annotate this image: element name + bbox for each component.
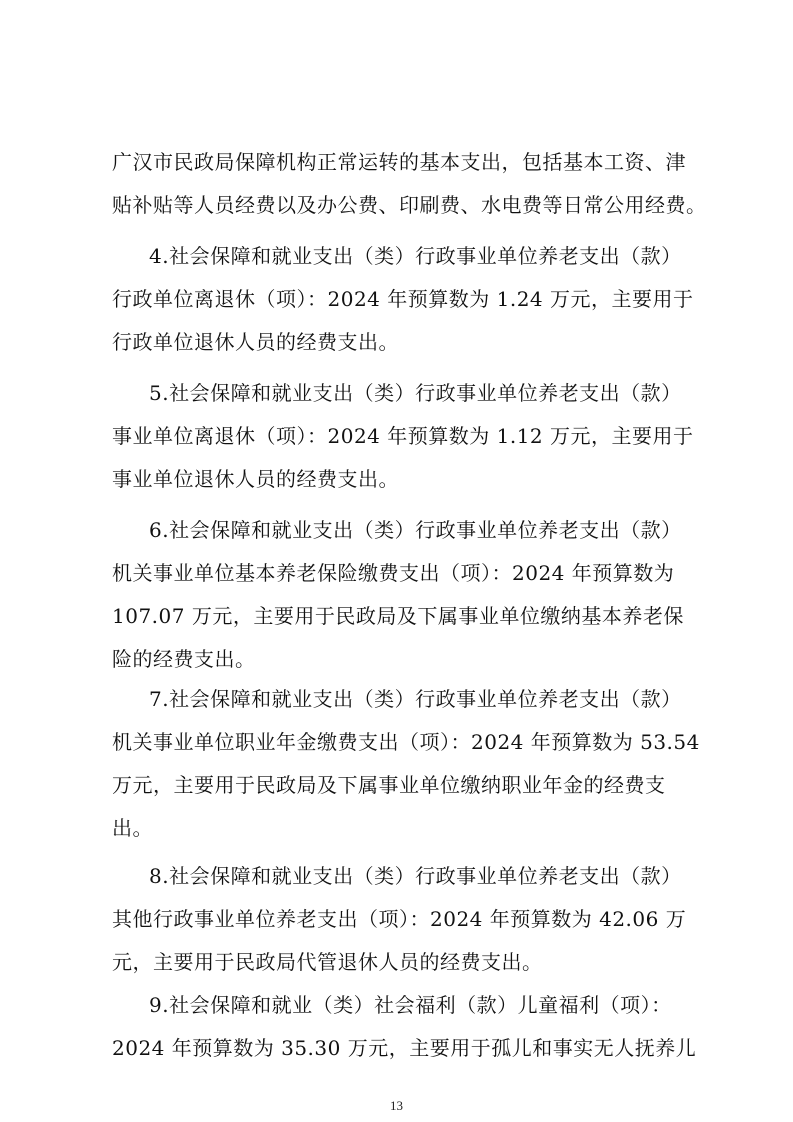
text-line: 万元，主要用于民政局及下属事业单位缴纳职业年金的经费支 — [112, 773, 666, 797]
paragraph-8-heading: 8.社会保障和就业支出（类）行政事业单位养老支出（款） — [149, 864, 682, 888]
text-line: 贴补贴等人员经费以及办公费、印刷费、水电费等日常公用经费。 — [112, 193, 707, 217]
text-line: 事业单位退休人员的经费支出。 — [112, 467, 399, 491]
page-number: 13 — [390, 1098, 403, 1113]
text-line: 事业单位离退休（项）：2024 年预算数为 1.12 万元，主要用于 — [112, 424, 694, 448]
text-line: 出。 — [112, 816, 153, 840]
text-line: 107.07 万元，主要用于民政局及下属事业单位缴纳基本养老保 — [112, 604, 684, 628]
text-line: 机关事业单位职业年金缴费支出（项）：2024 年预算数为 53.54 — [112, 730, 700, 754]
text-line: 其他行政事业单位养老支出（项）：2024 年预算数为 42.06 万 — [112, 907, 687, 931]
text-line: 险的经费支出。 — [112, 647, 256, 671]
paragraph-9-heading: 9.社会保障和就业（类）社会福利（款）儿童福利（项）： — [149, 993, 672, 1017]
paragraph-6-heading: 6.社会保障和就业支出（类）行政事业单位养老支出（款） — [149, 518, 682, 542]
paragraph-4-heading: 4.社会保障和就业支出（类）行政事业单位养老支出（款） — [149, 244, 682, 268]
text-line: 行政单位退休人员的经费支出。 — [112, 330, 399, 354]
text-line: 机关事业单位基本养老保险缴费支出（项）：2024 年预算数为 — [112, 561, 675, 585]
text-line: 元，主要用于民政局代管退休人员的经费支出。 — [112, 950, 543, 974]
paragraph-5-heading: 5.社会保障和就业支出（类）行政事业单位养老支出（款） — [149, 381, 682, 405]
text-line: 行政单位离退休（项）：2024 年预算数为 1.24 万元，主要用于 — [112, 287, 694, 311]
text-line: 广汉市民政局保障机构正常运转的基本支出，包括基本工资、津 — [112, 150, 686, 174]
text-line: 2024 年预算数为 35.30 万元，主要用于孤儿和事实无人抚养儿 — [112, 1036, 697, 1060]
paragraph-7-heading: 7.社会保障和就业支出（类）行政事业单位养老支出（款） — [149, 687, 682, 711]
